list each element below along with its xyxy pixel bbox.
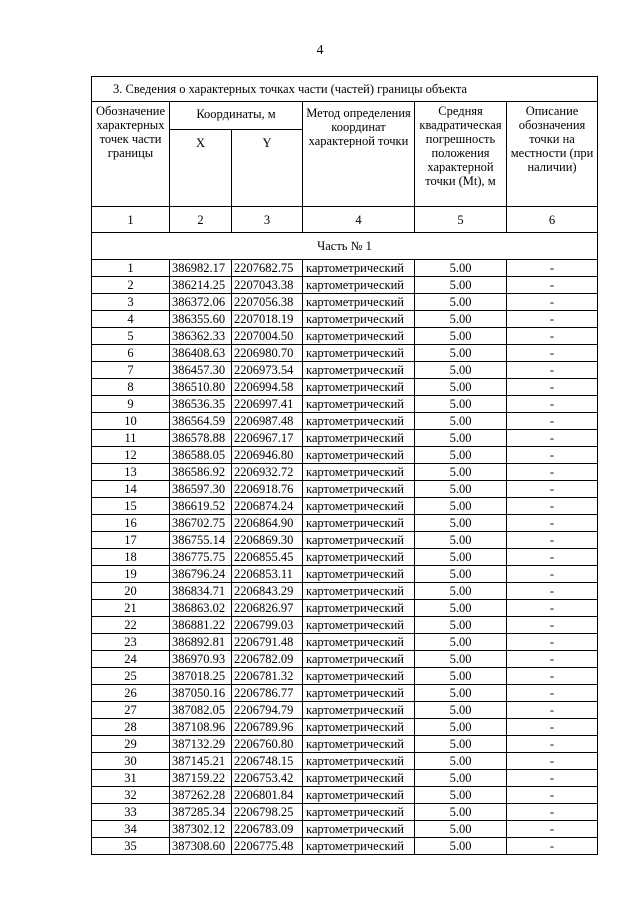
- error-cell: 5.00: [415, 770, 507, 787]
- table-row: [92, 600, 598, 617]
- description-cell: -: [507, 396, 598, 413]
- point-number-cell: 12: [92, 447, 170, 464]
- point-number-cell: 27: [92, 702, 170, 719]
- description-cell: -: [507, 379, 598, 396]
- method-cell: картометрический: [303, 311, 415, 328]
- method-cell: картометрический: [303, 430, 415, 447]
- method-cell: картометрический: [303, 651, 415, 668]
- point-number-cell: 14: [92, 481, 170, 498]
- point-number-cell: 28: [92, 719, 170, 736]
- x-coordinate-cell: 386881.22: [170, 617, 232, 634]
- y-coordinate-cell: 2206973.54: [232, 362, 303, 379]
- y-coordinate-cell: 2207682.75: [232, 260, 303, 277]
- method-cell: картометрический: [303, 787, 415, 804]
- description-cell: -: [507, 447, 598, 464]
- error-cell: 5.00: [415, 821, 507, 838]
- description-cell: -: [507, 566, 598, 583]
- y-coordinate-cell: 2206789.96: [232, 719, 303, 736]
- y-coordinate-cell: 2206748.15: [232, 753, 303, 770]
- description-cell: -: [507, 617, 598, 634]
- table-row: [92, 685, 598, 702]
- x-coordinate-cell: 387082.05: [170, 702, 232, 719]
- point-number-cell: 8: [92, 379, 170, 396]
- x-coordinate-cell: 386775.75: [170, 549, 232, 566]
- x-coordinate-cell: 386796.24: [170, 566, 232, 583]
- description-cell: -: [507, 753, 598, 770]
- x-coordinate-cell: 386755.14: [170, 532, 232, 549]
- description-cell: -: [507, 787, 598, 804]
- point-number-cell: 34: [92, 821, 170, 838]
- x-coordinate-cell: 387302.12: [170, 821, 232, 838]
- point-number-cell: 23: [92, 634, 170, 651]
- error-cell: 5.00: [415, 515, 507, 532]
- y-coordinate-cell: 2206997.41: [232, 396, 303, 413]
- description-cell: -: [507, 804, 598, 821]
- x-coordinate-cell: 387018.25: [170, 668, 232, 685]
- error-cell: 5.00: [415, 753, 507, 770]
- point-number-cell: 10: [92, 413, 170, 430]
- y-coordinate-cell: 2206775.48: [232, 838, 303, 855]
- error-cell: 5.00: [415, 277, 507, 294]
- error-cell: 5.00: [415, 617, 507, 634]
- y-coordinate-cell: 2206786.77: [232, 685, 303, 702]
- description-cell: -: [507, 634, 598, 651]
- method-cell: картометрический: [303, 294, 415, 311]
- header-method: Метод определения координат характерной точки: [303, 102, 415, 207]
- error-cell: 5.00: [415, 294, 507, 311]
- y-coordinate-cell: 2206826.97: [232, 600, 303, 617]
- description-cell: -: [507, 362, 598, 379]
- y-coordinate-cell: 2206843.29: [232, 583, 303, 600]
- y-coordinate-cell: 2206782.09: [232, 651, 303, 668]
- error-cell: 5.00: [415, 719, 507, 736]
- point-number-cell: 18: [92, 549, 170, 566]
- x-coordinate-cell: 386214.25: [170, 277, 232, 294]
- point-number-cell: 31: [92, 770, 170, 787]
- error-cell: 5.00: [415, 481, 507, 498]
- description-cell: -: [507, 430, 598, 447]
- point-number-cell: 16: [92, 515, 170, 532]
- method-cell: картометрический: [303, 498, 415, 515]
- table-row: [92, 804, 598, 821]
- point-number-cell: 3: [92, 294, 170, 311]
- y-coordinate-cell: 2206798.25: [232, 804, 303, 821]
- error-cell: 5.00: [415, 702, 507, 719]
- header-error: Средняя квадратическая погрешность положения характерной точки (Mt), м: [415, 102, 507, 207]
- y-coordinate-cell: 2206855.45: [232, 549, 303, 566]
- section-title: 3. Сведения о характерных точках части (частей) границы объекта: [92, 77, 598, 102]
- x-coordinate-cell: 386536.35: [170, 396, 232, 413]
- x-coordinate-cell: 386863.02: [170, 600, 232, 617]
- error-cell: 5.00: [415, 447, 507, 464]
- method-cell: картометрический: [303, 515, 415, 532]
- header-point-designation: Обозначение характерных точек части границы: [92, 102, 170, 207]
- y-coordinate-cell: 2206853.11: [232, 566, 303, 583]
- error-cell: 5.00: [415, 379, 507, 396]
- description-cell: -: [507, 311, 598, 328]
- header-description: Описание обозначения точки на местности (при наличии): [507, 102, 598, 207]
- y-coordinate-cell: 2206794.79: [232, 702, 303, 719]
- description-cell: -: [507, 498, 598, 515]
- error-cell: 5.00: [415, 328, 507, 345]
- table-row: [92, 379, 598, 396]
- y-coordinate-cell: 2206753.42: [232, 770, 303, 787]
- header-x: X: [170, 130, 232, 207]
- x-coordinate-cell: 387132.29: [170, 736, 232, 753]
- error-cell: 5.00: [415, 634, 507, 651]
- error-cell: 5.00: [415, 549, 507, 566]
- x-coordinate-cell: 387159.22: [170, 770, 232, 787]
- table-row: [92, 549, 598, 566]
- description-cell: -: [507, 532, 598, 549]
- method-cell: картометрический: [303, 804, 415, 821]
- description-cell: -: [507, 583, 598, 600]
- y-coordinate-cell: 2206987.48: [232, 413, 303, 430]
- x-coordinate-cell: 386510.80: [170, 379, 232, 396]
- table-row: [92, 498, 598, 515]
- description-cell: -: [507, 702, 598, 719]
- error-cell: 5.00: [415, 311, 507, 328]
- y-coordinate-cell: 2206869.30: [232, 532, 303, 549]
- table-row: [92, 447, 598, 464]
- description-cell: -: [507, 481, 598, 498]
- x-coordinate-cell: 386372.06: [170, 294, 232, 311]
- method-cell: картометрический: [303, 481, 415, 498]
- error-cell: 5.00: [415, 685, 507, 702]
- x-coordinate-cell: 386355.60: [170, 311, 232, 328]
- table-row: [92, 634, 598, 651]
- error-cell: 5.00: [415, 362, 507, 379]
- point-number-cell: 20: [92, 583, 170, 600]
- description-cell: -: [507, 651, 598, 668]
- method-cell: картометрический: [303, 634, 415, 651]
- part-label: Часть № 1: [92, 233, 598, 260]
- description-cell: -: [507, 260, 598, 277]
- x-coordinate-cell: 386408.63: [170, 345, 232, 362]
- error-cell: 5.00: [415, 464, 507, 481]
- method-cell: картометрический: [303, 447, 415, 464]
- table-row: [92, 566, 598, 583]
- description-cell: -: [507, 464, 598, 481]
- method-cell: картометрический: [303, 736, 415, 753]
- x-coordinate-cell: 386578.88: [170, 430, 232, 447]
- point-number-cell: 7: [92, 362, 170, 379]
- point-number-cell: 2: [92, 277, 170, 294]
- x-coordinate-cell: 386619.52: [170, 498, 232, 515]
- boundary-points-table: [91, 76, 598, 855]
- x-coordinate-cell: 386564.59: [170, 413, 232, 430]
- table-row: [92, 345, 598, 362]
- error-cell: 5.00: [415, 260, 507, 277]
- description-cell: -: [507, 328, 598, 345]
- table-row: [92, 702, 598, 719]
- description-cell: -: [507, 294, 598, 311]
- column-number: 2: [170, 207, 232, 233]
- method-cell: картометрический: [303, 719, 415, 736]
- table-row: [92, 736, 598, 753]
- point-number-cell: 26: [92, 685, 170, 702]
- description-cell: -: [507, 515, 598, 532]
- column-number: 6: [507, 207, 598, 233]
- error-cell: 5.00: [415, 413, 507, 430]
- x-coordinate-cell: 386586.92: [170, 464, 232, 481]
- x-coordinate-cell: 386597.30: [170, 481, 232, 498]
- point-number-cell: 32: [92, 787, 170, 804]
- description-cell: -: [507, 345, 598, 362]
- method-cell: картометрический: [303, 668, 415, 685]
- x-coordinate-cell: 387108.96: [170, 719, 232, 736]
- description-cell: -: [507, 600, 598, 617]
- table-row: [92, 515, 598, 532]
- point-number-cell: 13: [92, 464, 170, 481]
- table-row: [92, 430, 598, 447]
- description-cell: -: [507, 719, 598, 736]
- table-row: [92, 311, 598, 328]
- table-row: [92, 532, 598, 549]
- y-coordinate-cell: 2206781.32: [232, 668, 303, 685]
- method-cell: картометрический: [303, 770, 415, 787]
- error-cell: 5.00: [415, 668, 507, 685]
- y-coordinate-cell: 2207056.38: [232, 294, 303, 311]
- y-coordinate-cell: 2207004.50: [232, 328, 303, 345]
- error-cell: 5.00: [415, 345, 507, 362]
- table-row: [92, 413, 598, 430]
- error-cell: 5.00: [415, 600, 507, 617]
- x-coordinate-cell: 386970.93: [170, 651, 232, 668]
- table-row: [92, 838, 598, 855]
- method-cell: картометрический: [303, 702, 415, 719]
- point-number-cell: 11: [92, 430, 170, 447]
- description-cell: -: [507, 277, 598, 294]
- x-coordinate-cell: 387145.21: [170, 753, 232, 770]
- table-row: [92, 464, 598, 481]
- method-cell: картометрический: [303, 753, 415, 770]
- table-row: [92, 362, 598, 379]
- x-coordinate-cell: 386982.17: [170, 260, 232, 277]
- column-number: 3: [232, 207, 303, 233]
- point-number-cell: 22: [92, 617, 170, 634]
- description-cell: -: [507, 685, 598, 702]
- error-cell: 5.00: [415, 566, 507, 583]
- table-row: [92, 821, 598, 838]
- x-coordinate-cell: 387285.34: [170, 804, 232, 821]
- y-coordinate-cell: 2207018.19: [232, 311, 303, 328]
- table-row: [92, 396, 598, 413]
- method-cell: картометрический: [303, 260, 415, 277]
- y-coordinate-cell: 2206783.09: [232, 821, 303, 838]
- method-cell: картометрический: [303, 583, 415, 600]
- table-body: [92, 260, 598, 855]
- y-coordinate-cell: 2206918.76: [232, 481, 303, 498]
- y-coordinate-cell: 2207043.38: [232, 277, 303, 294]
- table-row: [92, 294, 598, 311]
- table-row: [92, 668, 598, 685]
- method-cell: картометрический: [303, 532, 415, 549]
- method-cell: картометрический: [303, 362, 415, 379]
- point-number-cell: 15: [92, 498, 170, 515]
- method-cell: картометрический: [303, 413, 415, 430]
- page-number: 4: [316, 43, 324, 58]
- y-coordinate-cell: 2206874.24: [232, 498, 303, 515]
- error-cell: 5.00: [415, 583, 507, 600]
- table-row: [92, 787, 598, 804]
- error-cell: 5.00: [415, 787, 507, 804]
- y-coordinate-cell: 2206967.17: [232, 430, 303, 447]
- y-coordinate-cell: 2206946.80: [232, 447, 303, 464]
- error-cell: 5.00: [415, 430, 507, 447]
- error-cell: 5.00: [415, 651, 507, 668]
- description-cell: -: [507, 413, 598, 430]
- error-cell: 5.00: [415, 838, 507, 855]
- description-cell: -: [507, 549, 598, 566]
- method-cell: картометрический: [303, 396, 415, 413]
- error-cell: 5.00: [415, 804, 507, 821]
- method-cell: картометрический: [303, 549, 415, 566]
- column-number: 5: [415, 207, 507, 233]
- point-number-cell: 21: [92, 600, 170, 617]
- method-cell: картометрический: [303, 464, 415, 481]
- method-cell: картометрический: [303, 328, 415, 345]
- method-cell: картометрический: [303, 838, 415, 855]
- error-cell: 5.00: [415, 532, 507, 549]
- table-row: [92, 481, 598, 498]
- column-number: 1: [92, 207, 170, 233]
- error-cell: 5.00: [415, 396, 507, 413]
- header-coordinates: Координаты, м: [170, 102, 303, 130]
- x-coordinate-cell: 386834.71: [170, 583, 232, 600]
- y-coordinate-cell: 2206799.03: [232, 617, 303, 634]
- method-cell: картометрический: [303, 277, 415, 294]
- x-coordinate-cell: 387262.28: [170, 787, 232, 804]
- x-coordinate-cell: 386457.30: [170, 362, 232, 379]
- y-coordinate-cell: 2206980.70: [232, 345, 303, 362]
- table-row: [92, 328, 598, 345]
- y-coordinate-cell: 2206760.80: [232, 736, 303, 753]
- table-row: [92, 277, 598, 294]
- point-number-cell: 5: [92, 328, 170, 345]
- method-cell: картометрический: [303, 566, 415, 583]
- x-coordinate-cell: 386362.33: [170, 328, 232, 345]
- error-cell: 5.00: [415, 736, 507, 753]
- method-cell: картометрический: [303, 600, 415, 617]
- error-cell: 5.00: [415, 498, 507, 515]
- point-number-cell: 4: [92, 311, 170, 328]
- point-number-cell: 1: [92, 260, 170, 277]
- method-cell: картометрический: [303, 345, 415, 362]
- table-row: [92, 583, 598, 600]
- table-row: [92, 260, 598, 277]
- table-row: [92, 617, 598, 634]
- column-number: 4: [303, 207, 415, 233]
- point-number-cell: 25: [92, 668, 170, 685]
- table-row: [92, 770, 598, 787]
- description-cell: -: [507, 736, 598, 753]
- y-coordinate-cell: 2206801.84: [232, 787, 303, 804]
- point-number-cell: 19: [92, 566, 170, 583]
- x-coordinate-cell: 387050.16: [170, 685, 232, 702]
- y-coordinate-cell: 2206994.58: [232, 379, 303, 396]
- method-cell: картометрический: [303, 685, 415, 702]
- x-coordinate-cell: 386892.81: [170, 634, 232, 651]
- point-number-cell: 17: [92, 532, 170, 549]
- point-number-cell: 30: [92, 753, 170, 770]
- method-cell: картометрический: [303, 821, 415, 838]
- x-coordinate-cell: 387308.60: [170, 838, 232, 855]
- point-number-cell: 35: [92, 838, 170, 855]
- header-y: Y: [232, 130, 303, 207]
- table-row: [92, 651, 598, 668]
- method-cell: картометрический: [303, 379, 415, 396]
- table-row: [92, 753, 598, 770]
- y-coordinate-cell: 2206932.72: [232, 464, 303, 481]
- description-cell: -: [507, 668, 598, 685]
- y-coordinate-cell: 2206791.48: [232, 634, 303, 651]
- description-cell: -: [507, 838, 598, 855]
- point-number-cell: 33: [92, 804, 170, 821]
- x-coordinate-cell: 386702.75: [170, 515, 232, 532]
- description-cell: -: [507, 770, 598, 787]
- point-number-cell: 24: [92, 651, 170, 668]
- method-cell: картометрический: [303, 617, 415, 634]
- y-coordinate-cell: 2206864.90: [232, 515, 303, 532]
- point-number-cell: 29: [92, 736, 170, 753]
- table-row: [92, 719, 598, 736]
- description-cell: -: [507, 821, 598, 838]
- point-number-cell: 9: [92, 396, 170, 413]
- x-coordinate-cell: 386588.05: [170, 447, 232, 464]
- point-number-cell: 6: [92, 345, 170, 362]
